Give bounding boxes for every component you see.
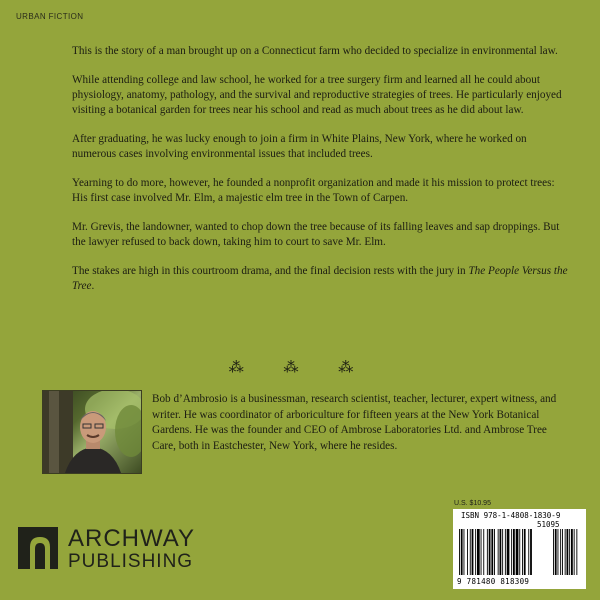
price-label: U.S. $10.95	[454, 500, 491, 507]
ean-number: 9 781480 818309	[457, 577, 530, 586]
isbn-number: ISBN 978-1-4808-1830-9	[461, 511, 561, 520]
blurb-paragraph-1: This is the story of a man brought up on a Connecticut farm who decided to specialize in environmental law.	[72, 45, 558, 57]
publisher-name-line2: PUBLISHING	[68, 551, 194, 572]
price-code: 51095	[537, 520, 560, 529]
author-photo	[42, 390, 142, 474]
book-title: The People Versus the Tree	[72, 265, 568, 292]
genre-label: URBAN FICTION	[16, 12, 84, 21]
archway-arch-icon	[18, 527, 58, 569]
barcode-icon	[459, 529, 581, 577]
blurb-closing-period: .	[91, 280, 95, 292]
blurb-paragraph-4: Yearning to do more, however, he founded a nonprofit organization and made it his mission to protect trees: His first case involved Mr. Elm, a majestic elm tree in the Town of Carpen.	[72, 177, 555, 204]
blurb-paragraph-2: While attending college and law school, he worked for a tree surgery firm and learned all he could about physiology, anatomy, pathology, and the survival and reproductive strategies of trees. He particularly enjoyed visiting a botanical garden for trees near his school and read as much about trees as he did about law.	[72, 74, 562, 116]
blurb-paragraph-5: Mr. Grevis, the landowner, wanted to chop down the tree because of its falling leaves and sap droppings. But the lawyer refused to back down, taking him to court to save Mr. Elm.	[72, 221, 560, 248]
section-divider: ⁂ ⁂ ⁂	[228, 360, 372, 376]
publisher-name-line1: ARCHWAY	[68, 525, 195, 552]
blurb-paragraph-3: After graduating, he was lucky enough to join a firm in White Plains, New York, where he worked on numerous cases involving environmental issues that included trees.	[72, 133, 527, 160]
publisher-logo	[18, 525, 218, 575]
back-cover-blurb	[72, 44, 572, 308]
author-bio: Bob d’Ambrosio is a businessman, research scientist, teacher, lecturer, expert witness, and writer. He was coordinator of arboriculture for fifteen years at the New York Botanical Gardens. He was the founder and CEO of Ambrose Laboratories Ltd. and Ambrose Tree Care, both in Eastchester, New York, where he resides.	[152, 393, 557, 452]
blurb-closing-text: The stakes are high in this courtroom drama, and the final decision rests with the jury in	[72, 265, 469, 277]
blurb-paragraph-6	[72, 264, 572, 294]
isbn-barcode	[453, 509, 586, 589]
